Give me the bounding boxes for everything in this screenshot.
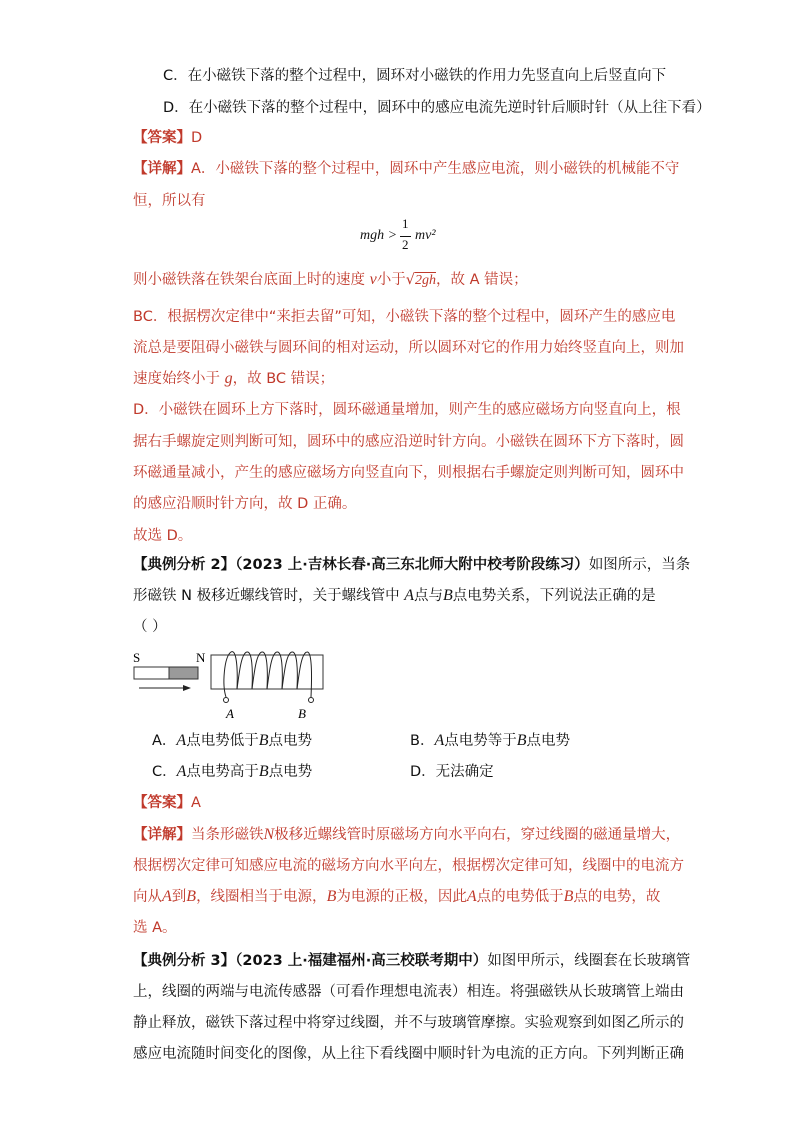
q2-source: （2023 上·吉林长春·高三东北师大附中校考阶段练习） [235, 557, 589, 573]
q2-stem-line-3: （ ） [133, 619, 167, 635]
q2-detail-3e: 点的电势低于 [476, 889, 564, 905]
opt-a-post: 点电势 [268, 733, 312, 749]
q3-stem-line-3: 静止释放，磁铁下落过程中将穿过线圈，并不与玻璃管摩擦。实验观察到如图乙所示的 [133, 1015, 684, 1031]
q3-stem-line-4: 感应电流随时间变化的图像，从上往下看线圈中顺时针为电流的正方向。下列判断正确 [133, 1046, 684, 1062]
detail-a-3a: 则小磁铁落在铁架台底面上时的速度 [133, 272, 365, 288]
label-a: A [226, 706, 234, 721]
detail-bc-3b: ，故 BC 错误； [232, 371, 335, 387]
formula-num: 1 [402, 216, 409, 231]
detail-d-line-3: 环磁通量减小，产生的感应磁场方向竖直向下，则根据右手螺旋定则判断可知，圆环中 [133, 465, 684, 481]
motion-arrow-head [183, 685, 191, 691]
detail-tag: 【详解】 [133, 161, 191, 177]
sqrt-symbol: √ [405, 272, 415, 288]
q2-detail-1n: N [263, 826, 275, 843]
option-d: D．在小磁铁下落的整个过程中，圆环中的感应电流先逆时针后顺时针（从上往下看） [163, 100, 711, 116]
magnet-solenoid-figure [125, 645, 335, 725]
q2-detail-3-vb2: B [326, 888, 337, 905]
conclusion: 故选 D。 [133, 528, 193, 544]
formula-den: 2 [402, 237, 409, 252]
q2-detail-1b: 极移近螺线管时原磁场方向水平向右，穿过线圈的磁通量增大， [274, 827, 681, 843]
q2-stem-line-2 [133, 586, 656, 606]
q3-source: （2023 上·福建福州·高三校联考期中） [235, 953, 488, 969]
var-g: g [224, 370, 233, 387]
q2-answer [133, 793, 201, 813]
q2-detail-3a: 向从 [133, 889, 162, 905]
q2-var-a: A [404, 587, 414, 604]
opt-a-pre: A． [152, 733, 177, 749]
opt-c-v1: A [176, 763, 187, 780]
opt-b-v2: B [516, 732, 527, 749]
q2-option-b [410, 731, 570, 751]
sqrt-content: 2gh [414, 273, 436, 288]
terminal-a [224, 698, 229, 703]
q3-stem-1a: 如图甲所示，线圈套在长玻璃管 [487, 953, 691, 969]
q2-detail-line-1 [133, 825, 680, 845]
q2-detail-3-va: A [162, 888, 172, 905]
q2-detail-3-va2: A [466, 888, 477, 905]
answer-tag: 【答案】 [133, 130, 191, 146]
q2-stem-2b: 点与 [413, 588, 443, 604]
q2-option-a [152, 731, 312, 751]
label-b: B [298, 706, 306, 721]
q2-detail-3d: 为电源的正极，因此 [336, 889, 467, 905]
detail-a-line-2: 恒，所以有 [133, 193, 206, 209]
q3-tag: 【典例分析 3】 [133, 953, 236, 969]
q2-option-d: D．无法确定 [410, 764, 494, 780]
q2-detail-line-2: 根据楞次定律可知感应电流的磁场方向水平向左，根据楞次定律可知，线圈中的电流方 [133, 858, 684, 874]
opt-a-v1: A [176, 732, 187, 749]
q2-detail-3-vb: B [186, 888, 197, 905]
detail-a-3c: ，故 A 错误； [435, 272, 528, 288]
q2-answer-tag: 【答案】 [133, 795, 191, 811]
label-n: N [196, 650, 206, 665]
q3-stem-line-2: 上，线圈的两端与电流传感器（可看作理想电流表）相连。将强磁铁从长玻璃管上端由 [133, 984, 684, 1000]
opt-c-v2: B [258, 763, 269, 780]
formula [360, 218, 450, 258]
detail-bc-line-2: 流总是要阻碍小磁铁与圆环间的相对运动，所以圆环对它的作用力始终竖直向上，则加 [133, 340, 684, 356]
q2-tag: 【典例分析 2】 [133, 557, 236, 573]
q2-detail-line-3 [133, 887, 660, 907]
detail-a-text-1: A．小磁铁下落的整个过程中，圆环中产生感应电流，则小磁铁的机械能不守 [191, 161, 680, 177]
q2-detail-1a: 当条形磁铁 [191, 827, 264, 843]
q2-detail-3-vb3: B [563, 888, 574, 905]
var-v: v [369, 271, 377, 288]
detail-a-line-3 [133, 270, 528, 291]
q2-stem-1a: 如图所示，当条 [588, 557, 691, 573]
opt-b-v1: A [434, 732, 445, 749]
q2-stem-2c: 点电势关系，下列说法正确的是 [452, 588, 656, 604]
formula-left: mgh > [360, 228, 398, 243]
q2-detail-3f: 点的电势，故 [573, 889, 661, 905]
opt-c-mid: 点电势高于 [186, 764, 259, 780]
detail-a-3b: 小于 [376, 272, 406, 288]
detail-bc-line-3 [133, 369, 334, 389]
terminal-b [309, 698, 314, 703]
opt-b-pre: B． [410, 733, 435, 749]
q2-stem-line-1 [133, 555, 690, 575]
detail-a-line-1 [133, 159, 679, 179]
q2-detail-tag: 【详解】 [133, 827, 191, 843]
q2-option-c [152, 762, 312, 782]
opt-a-mid: 点电势低于 [186, 733, 259, 749]
q3-stem-line-1 [133, 951, 690, 971]
opt-b-post: 点电势 [526, 733, 571, 749]
formula-right: mv² [415, 228, 436, 243]
detail-bc-3a: 速度始终小于 [133, 371, 220, 387]
q2-answer-value: A [191, 795, 201, 811]
answer-value: D [191, 130, 203, 146]
opt-a-v2: B [258, 732, 269, 749]
q2-detail-3c: ，线圈相当于电源， [196, 889, 327, 905]
detail-d-line-4: 的感应沿顺时针方向，故 D 正确。 [133, 496, 357, 512]
opt-c-post: 点电势 [268, 764, 313, 780]
detail-d-line-1: D．小磁铁在圆环上方下落时，圆环磁通量增加，则产生的感应磁场方向竖直向上，根 [133, 402, 681, 418]
detail-bc-line-1: BC．根据楞次定律中“来拒去留”可知，小磁铁下落的整个过程中，圆环产生的感应电 [133, 309, 676, 325]
answer-line-1 [133, 128, 202, 148]
opt-c-pre: C． [152, 764, 177, 780]
label-s: S [133, 650, 141, 665]
q2-stem-2a: 形磁铁 N 极移近螺线管时，关于螺线管中 [133, 588, 400, 604]
q2-detail-line-4: 选 A。 [133, 920, 177, 936]
opt-b-mid: 点电势等于 [444, 733, 517, 749]
magnet-n-half [169, 667, 198, 679]
magnet-s-half [134, 667, 169, 679]
q2-detail-3b: 到 [171, 889, 187, 905]
option-c: C．在小磁铁下落的整个过程中，圆环对小磁铁的作用力先竖直向上后竖直向下 [163, 68, 667, 84]
detail-d-line-2: 据右手螺旋定则判断可知，圆环中的感应沿逆时针方向。小磁铁在圆环下方下落时，圆 [133, 434, 684, 450]
q2-var-b: B [442, 587, 453, 604]
